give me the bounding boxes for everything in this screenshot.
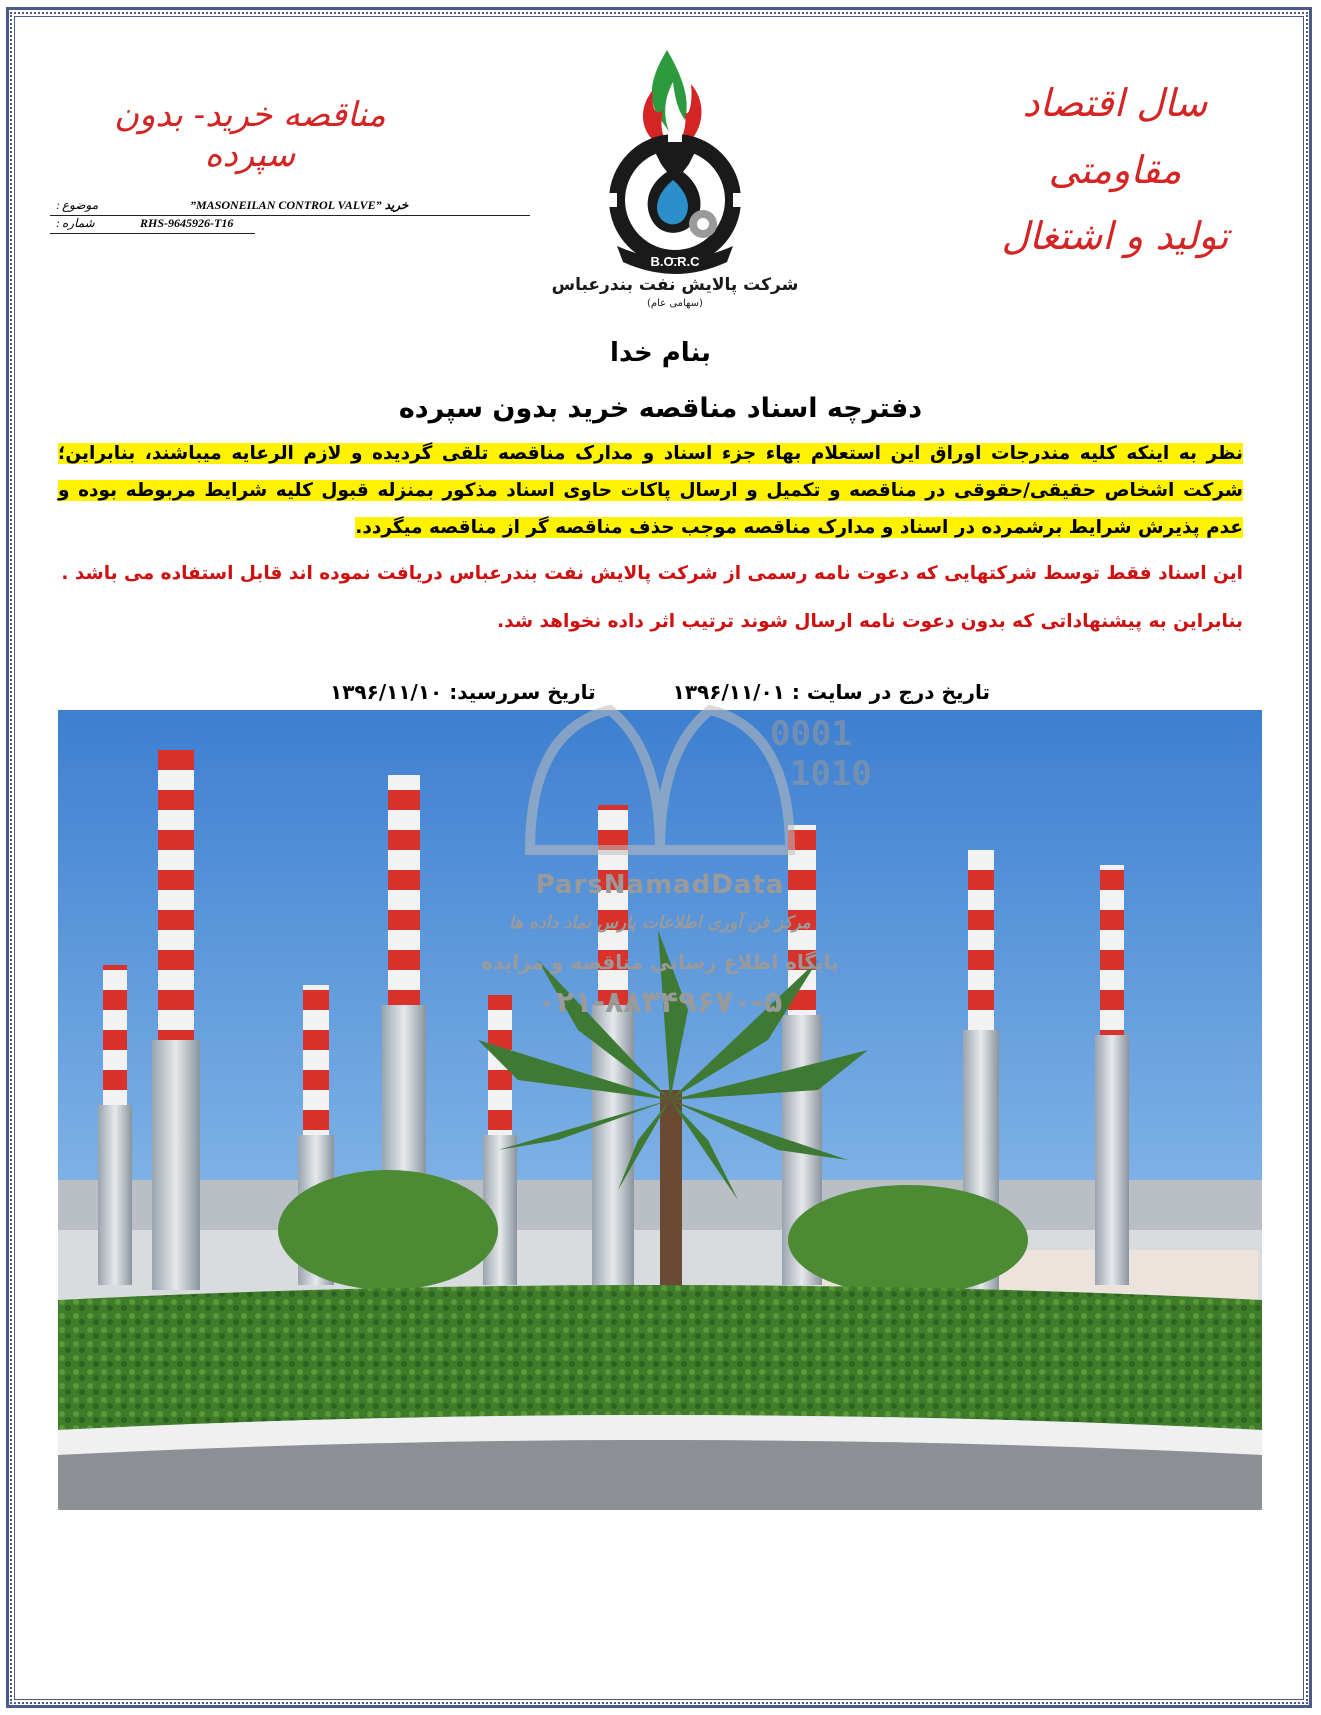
document-meta [50,198,530,234]
subject-label: موضوع [62,198,99,212]
number-label: شماره [62,216,95,230]
invitation-notice: این اسناد فقط توسط شرکتهایی که دعوت نامه رسمی از شرکت پالایش نفت بندرعباس دریافت نموده اند قابل استفاده می باشد . [61,563,1243,584]
due-date: تاریخ سررسید: ۱۳۹۶/۱۱/۱۰ [330,680,596,704]
logo-company-name: شرکت پالایش نفت بندرعباس [551,275,799,295]
watermark-line1: مرکز فن آوری اطلاعات پارس نماد داده ها [509,913,811,933]
rejection-notice: بنابراین به پیشنهاداتی که بدون دعوت نامه ارسال شوند ترتیب اثر داده نخواهد شد. [497,611,1243,632]
watermark-digits-1: 0001 [770,714,852,754]
subject-value: ”MASONEILAN CONTROL VALVE” خرید [190,198,409,212]
logo-company-type: (سهامی عام) [647,298,703,309]
watermark-digits-2: 1010 [790,754,872,794]
logo-initials: B.O.R.C [650,254,700,269]
year-slogan [985,70,1245,270]
watermark-phone: ۰۲۱-۸۸۳۴۹۶۷۰-۵ [537,985,783,1020]
year-slogan-line2: تولید و اشتغال [1001,214,1229,258]
posted-date: تاریخ درج در سایت : ۱۳۹۶/۱۱/۰۱ [672,680,990,704]
watermark-line2: پایگاه اطلاع رسانی مناقصه و مزایده [481,950,839,974]
year-slogan-line1: سال اقتصاد مقاومتی [1022,81,1208,192]
watermark-brand: ParsNamadData [535,870,785,900]
number-row: : شماره RHS-9645926-T16 [50,216,255,234]
company-logo [551,40,805,310]
tender-type-heading: مناقصه خرید- بدون سپرده [114,95,386,175]
watermark-tulip-icon [470,690,872,890]
bismillah-heading: بنام خدا [610,338,711,368]
subject-row: : موضوع ”MASONEILAN CONTROL VALVE” خرید [50,198,530,216]
terms-paragraph [58,435,1243,546]
number-value: RHS-9645926-T16 [140,216,234,230]
borc-emblem-icon [551,40,805,310]
terms-paragraph-text: نظر به اینکه کلیه مندرجات اوراق این استعلام بهاء جزء اسناد و مدارک مناقصه تلقی گردیده و لازم الرعایه میباشند، بنابراین؛ شرکت اشخاص حقیقی/حقوقی در مناقصه و تکمیل و ارسال پاکات حاوی اسناد مذکور بمنزله قبول کلیه شرایط مربوطه بوده و عدم پذیرش شرایط برشمرده در اسناد و مدارک مناقصه موجب حذف مناقصه گر از مناقصه میگردد. [58,443,1243,538]
document-title: دفترچه اسناد مناقصه خرید بدون سپرده [398,393,923,424]
